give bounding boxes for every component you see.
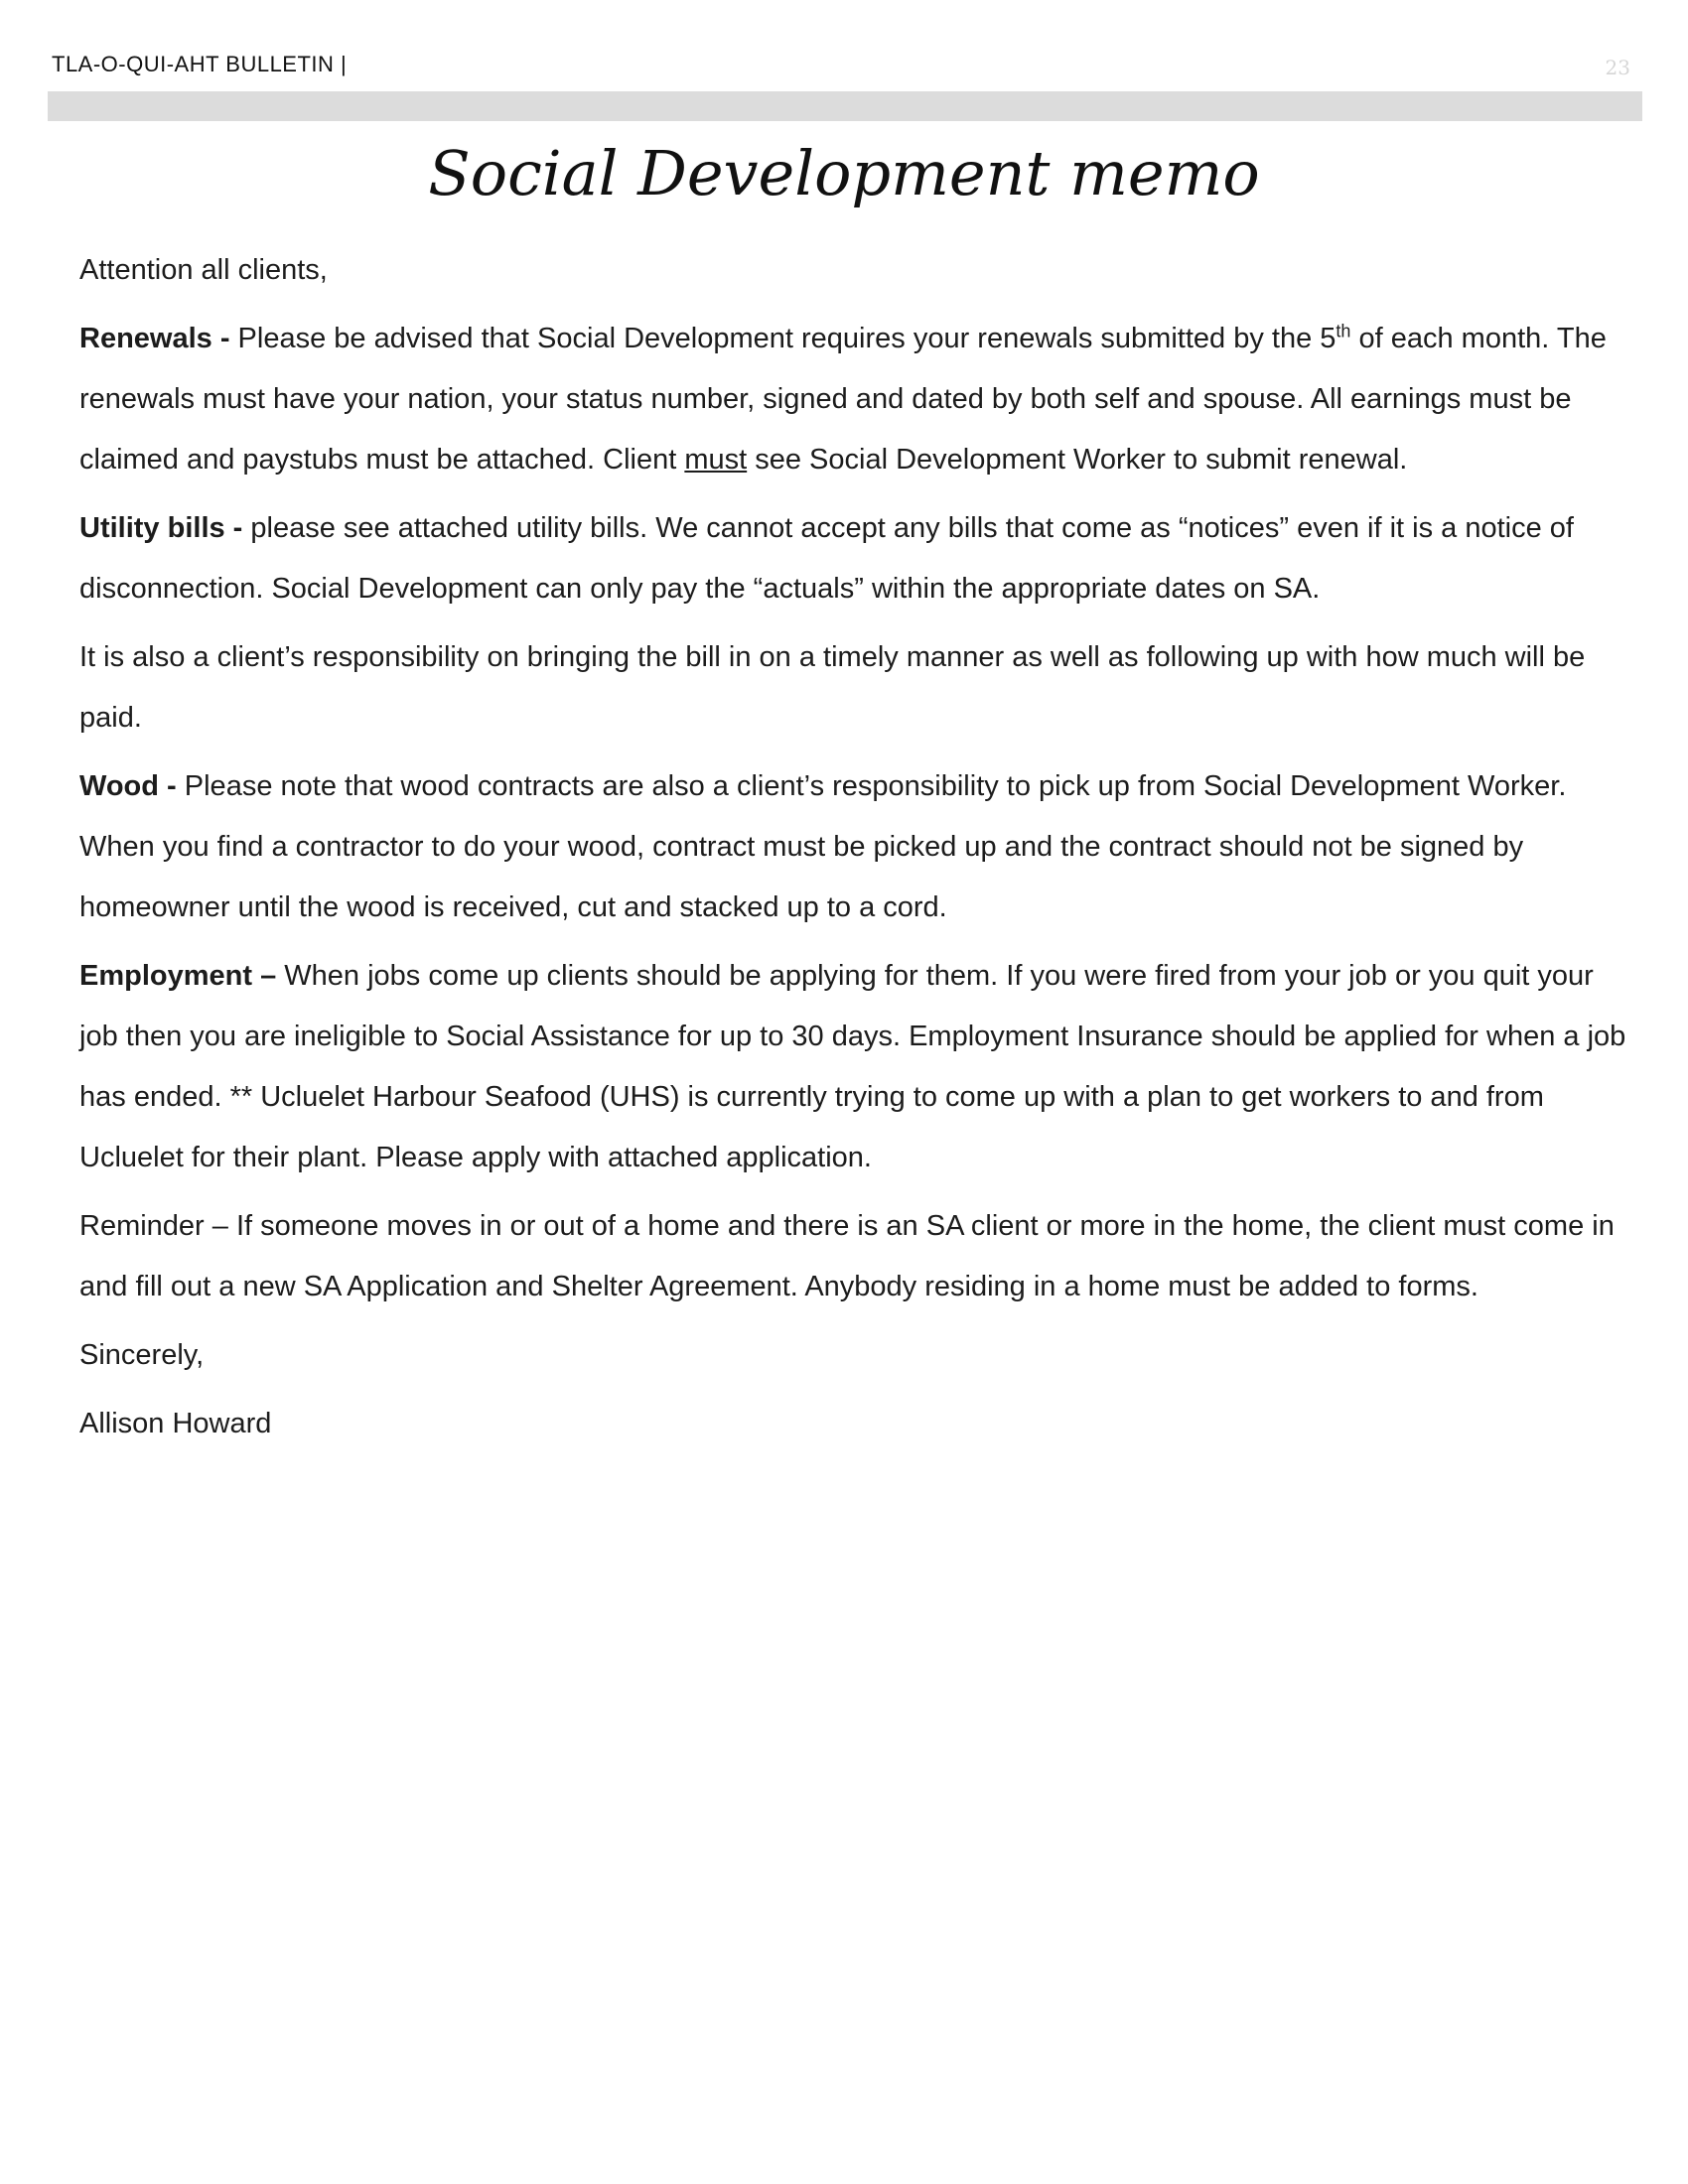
employment-text: When jobs come up clients should be applying for them. If you were fired from your job or you quit your job then you are ineligible to Social Assistance for up to 30 days. Employment Insurance should be applied for when a job has ended. ** Ucluelet Harbour Seafood (UHS) is currently trying to come up with a plan to get workers to and from Ucluelet for their plant. Please apply with attached application. xyxy=(79,960,1626,1173)
utility-paragraph xyxy=(79,498,1628,619)
renewals-label: Renewals - xyxy=(79,323,230,354)
closing: Sincerely, xyxy=(79,1339,205,1371)
renewals-text-c: see Social Development Worker to submit renewal. xyxy=(747,444,1408,476)
memo-body xyxy=(79,240,1628,1462)
responsibility-paragraph: It is also a client’s responsibility on bringing the bill in on a timely manner as well as following up with how much will be paid. xyxy=(79,641,1586,734)
signature: Allison Howard xyxy=(79,1408,272,1439)
header-bar xyxy=(48,91,1642,121)
reminder-paragraph: Reminder – If someone moves in or out of a home and there is an SA client or more in the home, the client must come in and fill out a new SA Application and Shelter Agreement. Anybody residing in a home must be added to forms. xyxy=(79,1210,1615,1302)
renewals-text-a: Please be advised that Social Development requires your renewals submitted by the 5 xyxy=(229,323,1336,354)
wood-label: Wood - xyxy=(79,770,177,802)
utility-text: please see attached utility bills. We cannot accept any bills that come as “notices” even if it is a notice of disconnection. Social Development can only pay the “actuals” within the appropriate dates on SA. xyxy=(79,512,1574,605)
employment-label: Employment – xyxy=(79,960,277,992)
memo-title: Social Development memo xyxy=(428,137,1260,209)
bulletin-header-title: TLA-O-QUI-AHT BULLETIN | xyxy=(52,52,348,76)
greeting: Attention all clients, xyxy=(79,254,328,286)
employment-paragraph xyxy=(79,946,1628,1188)
renewals-text-b: of each month. The renewals must have your nation, your status number, signed and dated by both self and spouse. All earnings must be claimed and paystubs must be attached. Client xyxy=(79,323,1607,476)
utility-label: Utility bills - xyxy=(79,512,243,544)
wood-paragraph xyxy=(79,756,1628,938)
page-number: 23 xyxy=(1605,56,1630,79)
renewals-superscript: th xyxy=(1336,321,1351,341)
renewals-emphasis: must xyxy=(684,444,748,476)
wood-text: Please note that wood contracts are also a client’s responsibility to pick up from Social Development Worker. When you find a contractor to do your wood, contract must be picked up and the contract should not be signed by homeowner until the wood is received, cut and stacked up to a cord. xyxy=(79,770,1567,923)
renewals-paragraph xyxy=(79,309,1628,490)
